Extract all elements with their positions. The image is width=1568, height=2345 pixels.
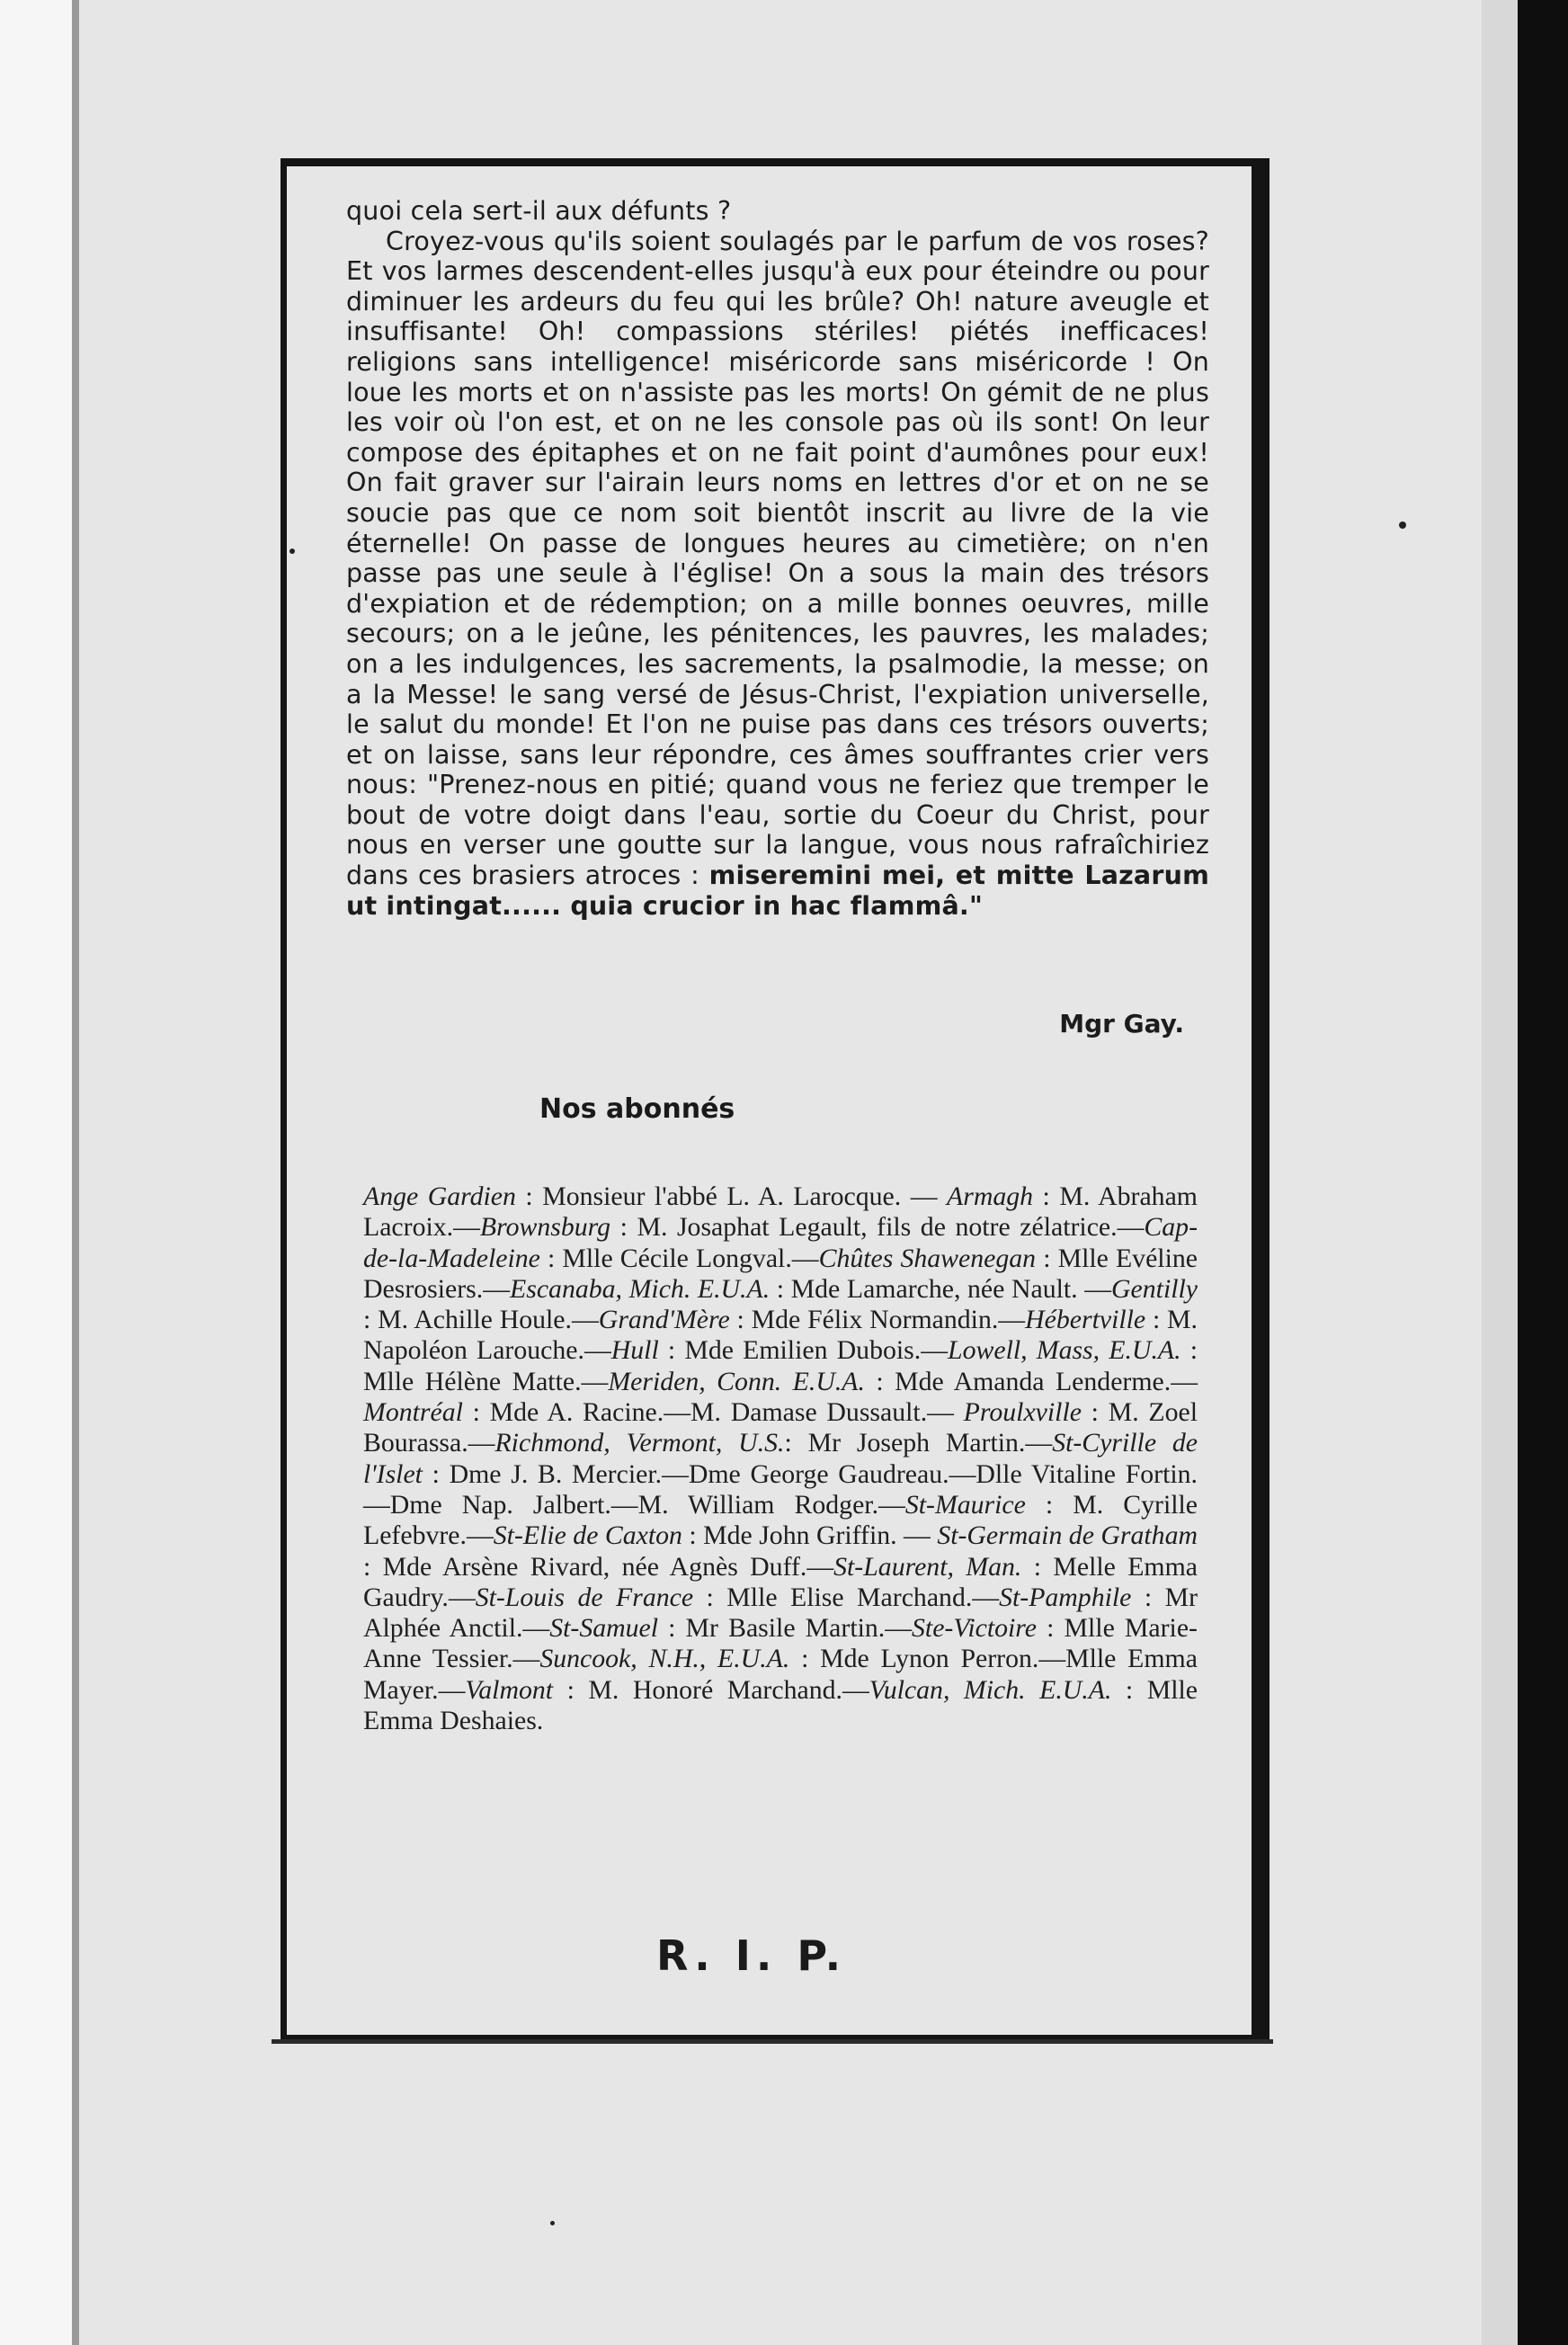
subscriber-names: : Mr Alphée Anctil.— [363, 1582, 1198, 1644]
subscriber-place: Grand'Mère [598, 1305, 730, 1335]
frame-right-rule [1252, 158, 1264, 2043]
subscriber-place: St-Pamphile [999, 1582, 1132, 1612]
subscribers-paragraph [363, 1181, 1198, 1736]
subscriber-place: Hébertville [1025, 1305, 1146, 1335]
quote-body: Croyez-vous qu'ils soient soulagés par le parfum de vos roses? Et vos larmes descendent-elles jusqu'à eux pour éteindre ou pour diminuer les ardeurs du feu qui les brûle? Oh! nature aveugle et insuffisante! Oh! compassions stériles! piétés inefficaces! religions sans intelligence! miséricorde sans miséricorde ! On loue les morts et on n'assiste pas les morts! On gémit de ne plus les voir où l'on est, et on ne les console pas où ils sont! On leur compose des épitaphes et on ne fait point d'aumônes pour eux! On fait graver sur l'airain leurs noms en lettres d'or et on ne se soucie pas que ce nom soit bientôt inscrit au livre de la vie éternelle! On passe de longues heures au cimetière; on n'en passe pas une seule à l'église! On a sous la main des trésors d'expiation et de rédemption; on a mille bonnes oeuvres, mille secours; on a le jeûne, les pénitences, les pauvres, les malades; on a les indulgences, les sacrements, la psalmodie, la messe; on a la Messe! le sang versé de Jésus-Christ, l'expiation universelle, le salut du monde! Et l'on ne puise pas dans ces trésors ouverts; et on laisse, sans leur répondre, ces âmes souffrantes crier vers nous: "Prenez-nous en pitié; quand vous ne feriez que tremper le bout de votre doigt dans l'eau, sortie du Coeur du Christ, pour nous en verser une goutte sur la langue, vous nous rafraîchiriez dans ces brasiers atroces : [346, 226, 1209, 891]
subscriber-names: : Mlle Elise Marchand.— [693, 1582, 1000, 1612]
subscribers-list [363, 1181, 1198, 1736]
scan-edge [72, 0, 79, 2345]
subscriber-place: Vulcan, Mich. E.U.A. [869, 1674, 1112, 1705]
subscriber-names: : M. Honoré Marchand.— [553, 1674, 869, 1705]
quote-block [346, 196, 1209, 921]
subscriber-place: St-Louis de France [475, 1582, 694, 1612]
subscriber-place: St-Germain de Gratham [937, 1520, 1198, 1551]
subscriber-names: : Mlle Emma Deshaies. [363, 1674, 1198, 1736]
rip-closing: R. I. P. [656, 1931, 847, 1980]
subscriber-place: St-Maurice [904, 1489, 1026, 1520]
speck [1399, 522, 1406, 529]
book-spine [1518, 0, 1568, 2345]
quote-paragraph [346, 227, 1209, 922]
page-edge-right [1482, 0, 1518, 2345]
subscriber-names: : Mr Basile Martin.— [658, 1613, 913, 1644]
subscriber-names: : Mde A. Racine.—M. Damase Dussault.— [462, 1397, 964, 1428]
subscriber-place: St-Samuel [549, 1613, 659, 1644]
subscriber-names: : Mlle Hélène Matte.— [363, 1335, 1198, 1396]
subscriber-names: : Mlle Evéline Desrosiers.— [363, 1243, 1198, 1304]
subscriber-place: Suncook, N.H., E.U.A. [539, 1644, 790, 1674]
subscriber-place: Ste-Victoire [912, 1613, 1038, 1644]
quote-opening-line: quoi cela sert-il aux défunts ? [346, 196, 732, 226]
subscriber-names: : Mde Félix Normandin.— [729, 1305, 1026, 1335]
subscriber-place: Brownsburg [479, 1212, 611, 1243]
subscriber-place: Hull [610, 1335, 659, 1366]
subscriber-place: Valmont [465, 1674, 554, 1705]
subscriber-names: : M. Cyrille Lefebvre.— [363, 1489, 1198, 1551]
subscriber-names: : Mde Emilien Dubois.— [658, 1335, 948, 1366]
subscriber-place: Richmond, Vermont, U.S. [494, 1428, 785, 1458]
subscriber-names: : Mde Lynon Perron.—Mlle Emma Mayer.— [363, 1644, 1198, 1705]
subscriber-names: : Mlle Marie-Anne Tessier.— [363, 1613, 1198, 1674]
subscriber-names: : Mde John Griffin. — [682, 1520, 938, 1551]
subscriber-place: Chûtes Shawenegan [818, 1243, 1037, 1273]
subscriber-names: : M. Achille Houle.— [363, 1305, 599, 1335]
subscribers-heading: Nos abonnés [539, 1093, 735, 1125]
left-margin [0, 0, 72, 2345]
subscriber-place: Lowell, Mass, E.U.A. [948, 1335, 1181, 1366]
subscriber-place: Gentilly [1111, 1273, 1198, 1304]
subscriber-names: : Mde Lamarche, née Nault. — [770, 1273, 1112, 1304]
subscriber-place: St-Laurent, Man. [833, 1551, 1022, 1582]
subscriber-names: : Mlle Cécile Longval.— [539, 1243, 819, 1273]
subscriber-place: Armagh [947, 1181, 1034, 1211]
subscriber-names: : Mr Joseph Martin.— [784, 1428, 1053, 1458]
latin-quote: miseremini mei, et mitte Lazarum ut intingat...... quia crucior in hac flammâ." [346, 860, 1209, 921]
subscriber-place: St-Cyrille de l'Islet [363, 1428, 1198, 1489]
subscriber-names: : M. Zoel Bourassa.— [363, 1397, 1198, 1458]
subscriber-names: : Monsieur l'abbé L. A. Larocque. — [515, 1181, 948, 1211]
subscriber-place: Meriden, Conn. E.U.A. [608, 1366, 865, 1396]
subscriber-names: : Melle Emma Gaudry.— [363, 1551, 1198, 1612]
quote-signature: Mgr Gay. [1059, 1009, 1184, 1039]
subscriber-names: : M. Josaphat Legault, fils de notre zélatrice.— [610, 1212, 1145, 1243]
frame-bottom-rule [272, 2039, 1273, 2044]
subscriber-names: : M. Abraham Lacroix.— [363, 1181, 1198, 1243]
subscriber-names: : Mde Arsène Rivard, née Agnès Duff.— [363, 1551, 834, 1582]
subscriber-names: : Dme J. B. Mercier.—Dme George Gaudreau.—Dlle Vitaline Fortin.—Dme Nap. Jalbert.—M. William Rodger.— [363, 1458, 1198, 1520]
subscriber-place: Cap-de-la-Madeleine [363, 1212, 1198, 1273]
subscriber-place: Escanaba, Mich. E.U.A. [510, 1273, 771, 1304]
subscriber-names: : Mde Amanda Lenderme.— [864, 1366, 1198, 1396]
subscriber-place: Ange Gardien [363, 1181, 516, 1211]
subscriber-place: Montréal [363, 1397, 463, 1428]
speck [550, 2221, 555, 2225]
subscriber-names: : M. Napoléon Larouche.— [363, 1305, 1198, 1366]
subscriber-place: St-Elie de Caxton [493, 1520, 682, 1551]
subscriber-place: Proulxville [963, 1397, 1082, 1428]
